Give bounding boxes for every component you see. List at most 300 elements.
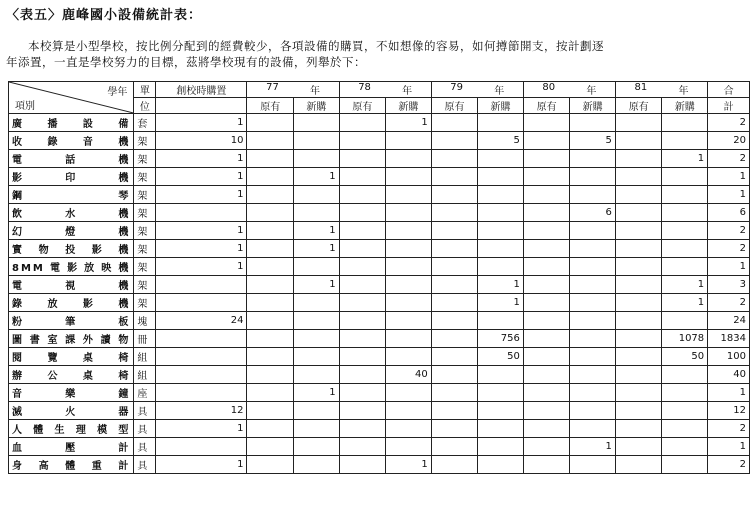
- existing-cell: [523, 132, 570, 150]
- new-purchase-cell: [294, 132, 340, 150]
- existing-cell: [615, 132, 662, 150]
- item-name-cell: 飲水機: [9, 204, 134, 222]
- existing-cell: [431, 456, 478, 474]
- total-cell: 2: [708, 240, 750, 258]
- new-purchase-cell: [478, 186, 524, 204]
- new-purchase-cell: [386, 150, 432, 168]
- existing-cell: [247, 150, 294, 168]
- existing-cell: [339, 348, 386, 366]
- new-purchase-cell: [386, 276, 432, 294]
- existing-cell: [523, 114, 570, 132]
- header-existing: 原有: [523, 98, 570, 114]
- existing-cell: [247, 438, 294, 456]
- initial-cell: 1: [156, 258, 247, 276]
- initial-cell: [156, 330, 247, 348]
- existing-cell: [523, 204, 570, 222]
- item-name-cell: 收錄音機: [9, 132, 134, 150]
- header-year-77: 77 年: [247, 82, 339, 98]
- existing-cell: [523, 420, 570, 438]
- new-purchase-cell: [478, 384, 524, 402]
- unit-cell: 架: [134, 204, 156, 222]
- new-purchase-cell: [478, 114, 524, 132]
- new-purchase-cell: [294, 348, 340, 366]
- unit-cell: 架: [134, 186, 156, 204]
- new-purchase-cell: [294, 114, 340, 132]
- header-year-81: 81 年: [615, 82, 707, 98]
- new-purchase-cell: [294, 420, 340, 438]
- initial-cell: 1: [156, 222, 247, 240]
- new-purchase-cell: [662, 222, 708, 240]
- existing-cell: [339, 438, 386, 456]
- existing-cell: [339, 366, 386, 384]
- existing-cell: [615, 330, 662, 348]
- unit-cell: 具: [134, 438, 156, 456]
- existing-cell: [431, 204, 478, 222]
- total-cell: 3: [708, 276, 750, 294]
- item-name-cell: 錄放影機: [9, 294, 134, 312]
- item-name-cell: 身高體重計: [9, 456, 134, 474]
- new-purchase-cell: [662, 456, 708, 474]
- existing-cell: [615, 258, 662, 276]
- total-cell: 2: [708, 150, 750, 168]
- new-purchase-cell: [294, 312, 340, 330]
- existing-cell: [431, 240, 478, 258]
- intro-line-2: 年添置，一直是學校努力的目標，茲將學校現有的設備，列舉於下：: [6, 55, 366, 69]
- existing-cell: [431, 366, 478, 384]
- equipment-table: [8, 81, 750, 474]
- header-corner-cell: [9, 82, 134, 114]
- new-purchase-cell: 1: [294, 276, 340, 294]
- new-purchase-cell: 1: [386, 456, 432, 474]
- new-purchase-cell: [570, 258, 616, 276]
- existing-cell: [615, 114, 662, 132]
- existing-cell: [247, 132, 294, 150]
- header-new: 新購: [478, 98, 524, 114]
- new-purchase-cell: 1: [662, 276, 708, 294]
- existing-cell: [431, 276, 478, 294]
- total-cell: 1: [708, 384, 750, 402]
- existing-cell: [615, 312, 662, 330]
- new-purchase-cell: [478, 312, 524, 330]
- existing-cell: [247, 456, 294, 474]
- table-row: [9, 456, 750, 474]
- new-purchase-cell: [478, 150, 524, 168]
- new-purchase-cell: [570, 240, 616, 258]
- new-purchase-cell: [570, 150, 616, 168]
- existing-cell: [615, 456, 662, 474]
- new-purchase-cell: 1: [478, 276, 524, 294]
- new-purchase-cell: [570, 168, 616, 186]
- existing-cell: [339, 150, 386, 168]
- new-purchase-cell: 1: [294, 384, 340, 402]
- item-name-cell: 幻燈機: [9, 222, 134, 240]
- existing-cell: [339, 402, 386, 420]
- new-purchase-cell: [386, 132, 432, 150]
- header-year-79: 79 年: [431, 82, 523, 98]
- existing-cell: [523, 438, 570, 456]
- existing-cell: [615, 222, 662, 240]
- existing-cell: [247, 366, 294, 384]
- existing-cell: [247, 186, 294, 204]
- existing-cell: [431, 402, 478, 420]
- table-row: [9, 132, 750, 150]
- header-existing: 原有: [339, 98, 386, 114]
- initial-cell: [156, 294, 247, 312]
- item-name-cell: 影印機: [9, 168, 134, 186]
- new-purchase-cell: [386, 330, 432, 348]
- new-purchase-cell: 1: [294, 222, 340, 240]
- table-body: [9, 114, 750, 474]
- existing-cell: [247, 204, 294, 222]
- existing-cell: [615, 186, 662, 204]
- table-row: [9, 222, 750, 240]
- initial-cell: 1: [156, 240, 247, 258]
- existing-cell: [247, 294, 294, 312]
- table-row: [9, 420, 750, 438]
- table-header: [9, 82, 750, 114]
- existing-cell: [247, 168, 294, 186]
- header-new: 新購: [294, 98, 340, 114]
- existing-cell: [615, 294, 662, 312]
- new-purchase-cell: 40: [386, 366, 432, 384]
- existing-cell: [431, 258, 478, 276]
- initial-cell: 10: [156, 132, 247, 150]
- existing-cell: [523, 402, 570, 420]
- table-row: [9, 114, 750, 132]
- unit-cell: 組: [134, 366, 156, 384]
- header-year-78: 78 年: [339, 82, 431, 98]
- existing-cell: [339, 294, 386, 312]
- new-purchase-cell: [294, 438, 340, 456]
- new-purchase-cell: [386, 312, 432, 330]
- item-name-cell: 滅火器: [9, 402, 134, 420]
- unit-cell: 架: [134, 240, 156, 258]
- existing-cell: [615, 438, 662, 456]
- item-name-cell: 人體生理模型: [9, 420, 134, 438]
- new-purchase-cell: [662, 168, 708, 186]
- total-cell: 100: [708, 348, 750, 366]
- new-purchase-cell: [478, 168, 524, 186]
- new-purchase-cell: 1: [294, 240, 340, 258]
- table-row: [9, 258, 750, 276]
- new-purchase-cell: 6: [570, 204, 616, 222]
- existing-cell: [339, 456, 386, 474]
- table-row: [9, 366, 750, 384]
- new-purchase-cell: [386, 402, 432, 420]
- new-purchase-cell: [662, 312, 708, 330]
- total-cell: 2: [708, 294, 750, 312]
- existing-cell: [615, 366, 662, 384]
- existing-cell: [523, 240, 570, 258]
- header-new: 新購: [386, 98, 432, 114]
- existing-cell: [339, 204, 386, 222]
- new-purchase-cell: [294, 204, 340, 222]
- total-cell: 1: [708, 438, 750, 456]
- existing-cell: [431, 384, 478, 402]
- new-purchase-cell: [386, 258, 432, 276]
- new-purchase-cell: 1: [570, 438, 616, 456]
- item-name-cell: 辦公桌椅: [9, 366, 134, 384]
- existing-cell: [431, 420, 478, 438]
- new-purchase-cell: [386, 240, 432, 258]
- new-purchase-cell: [662, 420, 708, 438]
- initial-cell: [156, 438, 247, 456]
- new-purchase-cell: [570, 330, 616, 348]
- unit-cell: 架: [134, 222, 156, 240]
- new-purchase-cell: [662, 258, 708, 276]
- initial-cell: [156, 366, 247, 384]
- existing-cell: [247, 312, 294, 330]
- item-name-cell: 音樂鐘: [9, 384, 134, 402]
- existing-cell: [247, 402, 294, 420]
- new-purchase-cell: [294, 294, 340, 312]
- new-purchase-cell: [662, 186, 708, 204]
- new-purchase-cell: [478, 204, 524, 222]
- header-year-label: 學年: [107, 87, 128, 98]
- existing-cell: [247, 240, 294, 258]
- existing-cell: [431, 222, 478, 240]
- new-purchase-cell: [386, 186, 432, 204]
- table-row: [9, 330, 750, 348]
- existing-cell: [247, 276, 294, 294]
- existing-cell: [431, 114, 478, 132]
- existing-cell: [615, 204, 662, 222]
- existing-cell: [523, 168, 570, 186]
- existing-cell: [431, 438, 478, 456]
- intro-line-1: 本校算是小型學校，按比例分配到的經費較少，各項設備的購買，不如想像的容易，如何撙節開支，按計劃逐: [28, 39, 604, 53]
- initial-cell: 1: [156, 420, 247, 438]
- new-purchase-cell: [386, 294, 432, 312]
- new-purchase-cell: 1: [478, 294, 524, 312]
- total-cell: 2: [708, 114, 750, 132]
- header-existing: 原有: [431, 98, 478, 114]
- header-unit-bottom: 位: [134, 98, 156, 114]
- new-purchase-cell: [294, 186, 340, 204]
- new-purchase-cell: [570, 366, 616, 384]
- new-purchase-cell: [294, 258, 340, 276]
- item-name-cell: 電話機: [9, 150, 134, 168]
- new-purchase-cell: [570, 186, 616, 204]
- total-cell: 1834: [708, 330, 750, 348]
- header-existing: 原有: [247, 98, 294, 114]
- new-purchase-cell: [386, 348, 432, 366]
- new-purchase-cell: [478, 438, 524, 456]
- unit-cell: 架: [134, 258, 156, 276]
- unit-cell: 架: [134, 132, 156, 150]
- existing-cell: [339, 384, 386, 402]
- existing-cell: [339, 312, 386, 330]
- new-purchase-cell: [478, 258, 524, 276]
- new-purchase-cell: 50: [478, 348, 524, 366]
- initial-cell: 1: [156, 150, 247, 168]
- header-total-bottom: 計: [708, 98, 750, 114]
- table-row: [9, 438, 750, 456]
- new-purchase-cell: [570, 402, 616, 420]
- existing-cell: [523, 456, 570, 474]
- existing-cell: [615, 384, 662, 402]
- item-name-cell: 實物投影機: [9, 240, 134, 258]
- total-cell: 20: [708, 132, 750, 150]
- new-purchase-cell: [570, 294, 616, 312]
- total-cell: 2: [708, 420, 750, 438]
- existing-cell: [431, 312, 478, 330]
- total-cell: 1: [708, 258, 750, 276]
- table-row: [9, 168, 750, 186]
- new-purchase-cell: 1: [662, 294, 708, 312]
- new-purchase-cell: [570, 420, 616, 438]
- table-row: [9, 312, 750, 330]
- total-cell: 2: [708, 456, 750, 474]
- existing-cell: [247, 330, 294, 348]
- new-purchase-cell: [386, 222, 432, 240]
- new-purchase-cell: [662, 402, 708, 420]
- existing-cell: [339, 330, 386, 348]
- new-purchase-cell: [386, 438, 432, 456]
- new-purchase-cell: [386, 420, 432, 438]
- new-purchase-cell: [662, 204, 708, 222]
- existing-cell: [431, 168, 478, 186]
- new-purchase-cell: [478, 222, 524, 240]
- new-purchase-cell: [662, 438, 708, 456]
- new-purchase-cell: 5: [570, 132, 616, 150]
- item-name-cell: 圖書室課外讀物: [9, 330, 134, 348]
- existing-cell: [615, 150, 662, 168]
- new-purchase-cell: [294, 402, 340, 420]
- new-purchase-cell: [662, 240, 708, 258]
- initial-cell: [156, 348, 247, 366]
- unit-cell: 架: [134, 276, 156, 294]
- new-purchase-cell: [570, 384, 616, 402]
- unit-cell: 具: [134, 402, 156, 420]
- header-unit-top: 單: [134, 82, 156, 98]
- existing-cell: [247, 384, 294, 402]
- new-purchase-cell: 50: [662, 348, 708, 366]
- new-purchase-cell: [570, 114, 616, 132]
- existing-cell: [339, 222, 386, 240]
- item-name-cell: 電視機: [9, 276, 134, 294]
- new-purchase-cell: [478, 420, 524, 438]
- header-initial-blank: [156, 98, 247, 114]
- new-purchase-cell: [662, 366, 708, 384]
- existing-cell: [339, 168, 386, 186]
- table-row: [9, 240, 750, 258]
- item-name-cell: 廣播設備: [9, 114, 134, 132]
- total-cell: 12: [708, 402, 750, 420]
- new-purchase-cell: [478, 456, 524, 474]
- existing-cell: [523, 384, 570, 402]
- existing-cell: [339, 240, 386, 258]
- unit-cell: 架: [134, 294, 156, 312]
- total-cell: 6: [708, 204, 750, 222]
- header-initial: 創校時購置: [156, 82, 247, 98]
- existing-cell: [431, 186, 478, 204]
- table-row: [9, 186, 750, 204]
- existing-cell: [523, 312, 570, 330]
- existing-cell: [247, 348, 294, 366]
- new-purchase-cell: [294, 330, 340, 348]
- table-row: [9, 402, 750, 420]
- item-name-cell: 8MM電影放映機: [9, 258, 134, 276]
- existing-cell: [615, 402, 662, 420]
- existing-cell: [615, 168, 662, 186]
- new-purchase-cell: [478, 240, 524, 258]
- existing-cell: [431, 150, 478, 168]
- item-name-cell: 血壓計: [9, 438, 134, 456]
- total-cell: 40: [708, 366, 750, 384]
- new-purchase-cell: [294, 150, 340, 168]
- total-cell: 1: [708, 168, 750, 186]
- unit-cell: 組: [134, 348, 156, 366]
- unit-cell: 架: [134, 150, 156, 168]
- table-row: [9, 384, 750, 402]
- existing-cell: [523, 222, 570, 240]
- new-purchase-cell: [570, 456, 616, 474]
- header-new: 新購: [570, 98, 616, 114]
- existing-cell: [523, 348, 570, 366]
- existing-cell: [339, 186, 386, 204]
- table-caption: 〈表五〉鹿峰國小設備統計表：: [6, 8, 203, 23]
- total-cell: 1: [708, 186, 750, 204]
- new-purchase-cell: [570, 312, 616, 330]
- existing-cell: [339, 276, 386, 294]
- existing-cell: [247, 420, 294, 438]
- total-cell: 2: [708, 222, 750, 240]
- table-row: [9, 348, 750, 366]
- existing-cell: [523, 276, 570, 294]
- new-purchase-cell: 1: [386, 114, 432, 132]
- new-purchase-cell: [478, 366, 524, 384]
- new-purchase-cell: [570, 348, 616, 366]
- existing-cell: [523, 186, 570, 204]
- unit-cell: 冊: [134, 330, 156, 348]
- header-item-label: 項別: [15, 101, 35, 112]
- total-cell: 24: [708, 312, 750, 330]
- existing-cell: [339, 420, 386, 438]
- new-purchase-cell: 5: [478, 132, 524, 150]
- table-row: [9, 150, 750, 168]
- header-total-top: 合: [708, 82, 750, 98]
- initial-cell: [156, 204, 247, 222]
- existing-cell: [339, 258, 386, 276]
- existing-cell: [431, 132, 478, 150]
- unit-cell: 座: [134, 384, 156, 402]
- new-purchase-cell: [294, 366, 340, 384]
- existing-cell: [523, 294, 570, 312]
- initial-cell: 12: [156, 402, 247, 420]
- new-purchase-cell: [386, 204, 432, 222]
- existing-cell: [339, 132, 386, 150]
- header-year-80: 80 年: [523, 82, 615, 98]
- table-row: [9, 294, 750, 312]
- new-purchase-cell: [662, 114, 708, 132]
- existing-cell: [247, 114, 294, 132]
- existing-cell: [615, 276, 662, 294]
- unit-cell: 塊: [134, 312, 156, 330]
- header-new: 新購: [662, 98, 708, 114]
- new-purchase-cell: [570, 222, 616, 240]
- initial-cell: 1: [156, 168, 247, 186]
- new-purchase-cell: [386, 384, 432, 402]
- initial-cell: [156, 276, 247, 294]
- item-name-cell: 鋼琴: [9, 186, 134, 204]
- new-purchase-cell: [478, 402, 524, 420]
- table-row: [9, 276, 750, 294]
- unit-cell: 具: [134, 456, 156, 474]
- new-purchase-cell: 1: [662, 150, 708, 168]
- new-purchase-cell: [294, 456, 340, 474]
- table-row: [9, 204, 750, 222]
- new-purchase-cell: [386, 168, 432, 186]
